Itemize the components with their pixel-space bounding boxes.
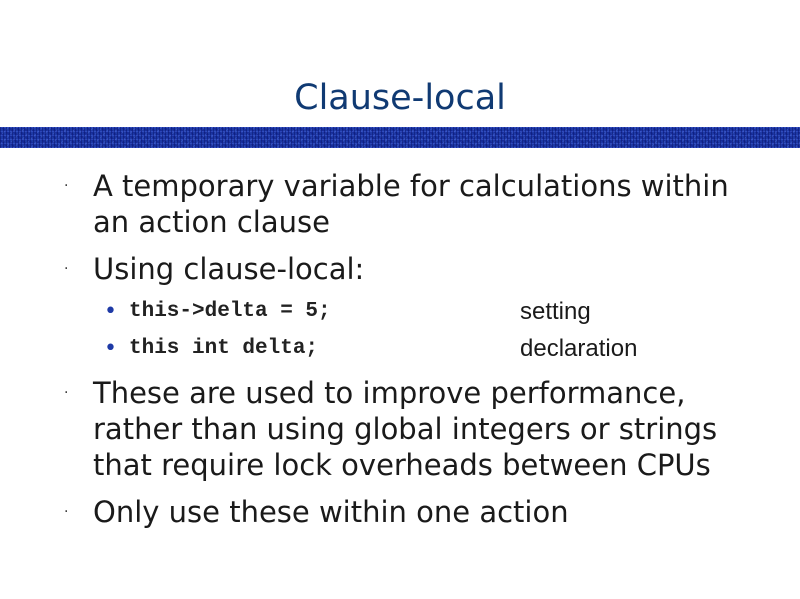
- bullet-text: A temporary variable for calculations within an action clause: [93, 169, 729, 239]
- bullet-text: These are used to improve performance, rather than using global integers or strings that require lock overheads between CPUs: [93, 376, 718, 482]
- code-snippet: this->delta = 5;: [129, 300, 331, 323]
- title-underline-bar: [0, 127, 800, 148]
- bullet-icon: ·: [64, 504, 69, 520]
- sub-bullet-item: [104, 331, 704, 367]
- bullet-icon: ·: [64, 178, 69, 194]
- code-note: declaration: [520, 335, 638, 362]
- sub-bullet-icon: •: [104, 299, 117, 324]
- bullet-icon: ·: [64, 261, 69, 277]
- code-note: setting: [520, 298, 591, 325]
- bullet-text: Only use these within one action: [93, 495, 569, 529]
- bullet-text: Using clause-local:: [93, 252, 365, 286]
- bullet-icon: ·: [64, 385, 69, 401]
- code-snippet: this int delta;: [129, 337, 319, 360]
- sub-bullet-item: [104, 294, 704, 330]
- sub-bullet-icon: •: [104, 336, 117, 361]
- slide-title: Clause-local: [294, 78, 506, 118]
